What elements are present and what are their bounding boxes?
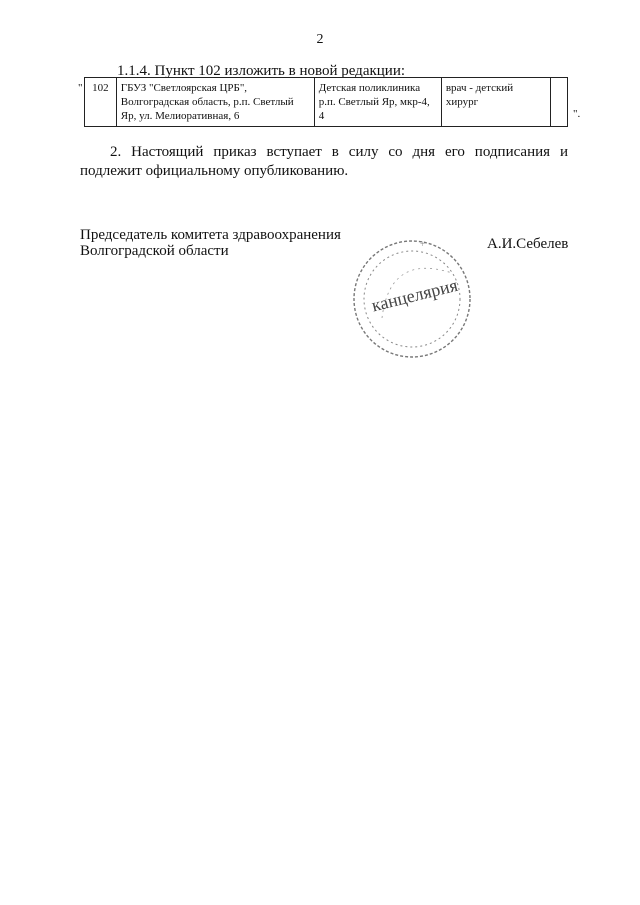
row-number-cell: 102 (85, 78, 117, 127)
table-close-quote: ". (573, 108, 581, 120)
amendment-intro: 1.1.4. Пункт 102 изложить в новой редакции: (117, 63, 406, 79)
stamp-cross-mark: + (420, 239, 426, 249)
signatory-title (80, 227, 341, 259)
facility-cell: Детская поликлиника р.п. Светлый Яр, мкр-4, 4 (314, 78, 441, 127)
page-number: 2 (316, 32, 324, 47)
institution-cell: ГБУЗ "Светлоярская ЦРБ", Волгоградская область, р.п. Светлый Яр, ул. Мелиоративная, 6 (116, 78, 314, 127)
specialist-cell: врач - детский хирург (441, 78, 550, 127)
paragraph-2: 2. Настоящий приказ вступает в силу со дня его подписания и подлежит официальному опубликованию. (80, 144, 568, 179)
empty-cell (550, 78, 567, 127)
table-open-quote: " (78, 82, 83, 94)
stamp-text: канцелярия (369, 274, 460, 316)
signatory-name: А.И.Себелев (487, 236, 569, 252)
amendment-table (84, 77, 568, 127)
signatory-title-line-1: Председатель комитета здравоохранения (80, 227, 341, 243)
official-stamp (340, 233, 480, 363)
signatory-title-line-2: Волгоградской области (80, 243, 229, 259)
table-row (85, 78, 568, 127)
